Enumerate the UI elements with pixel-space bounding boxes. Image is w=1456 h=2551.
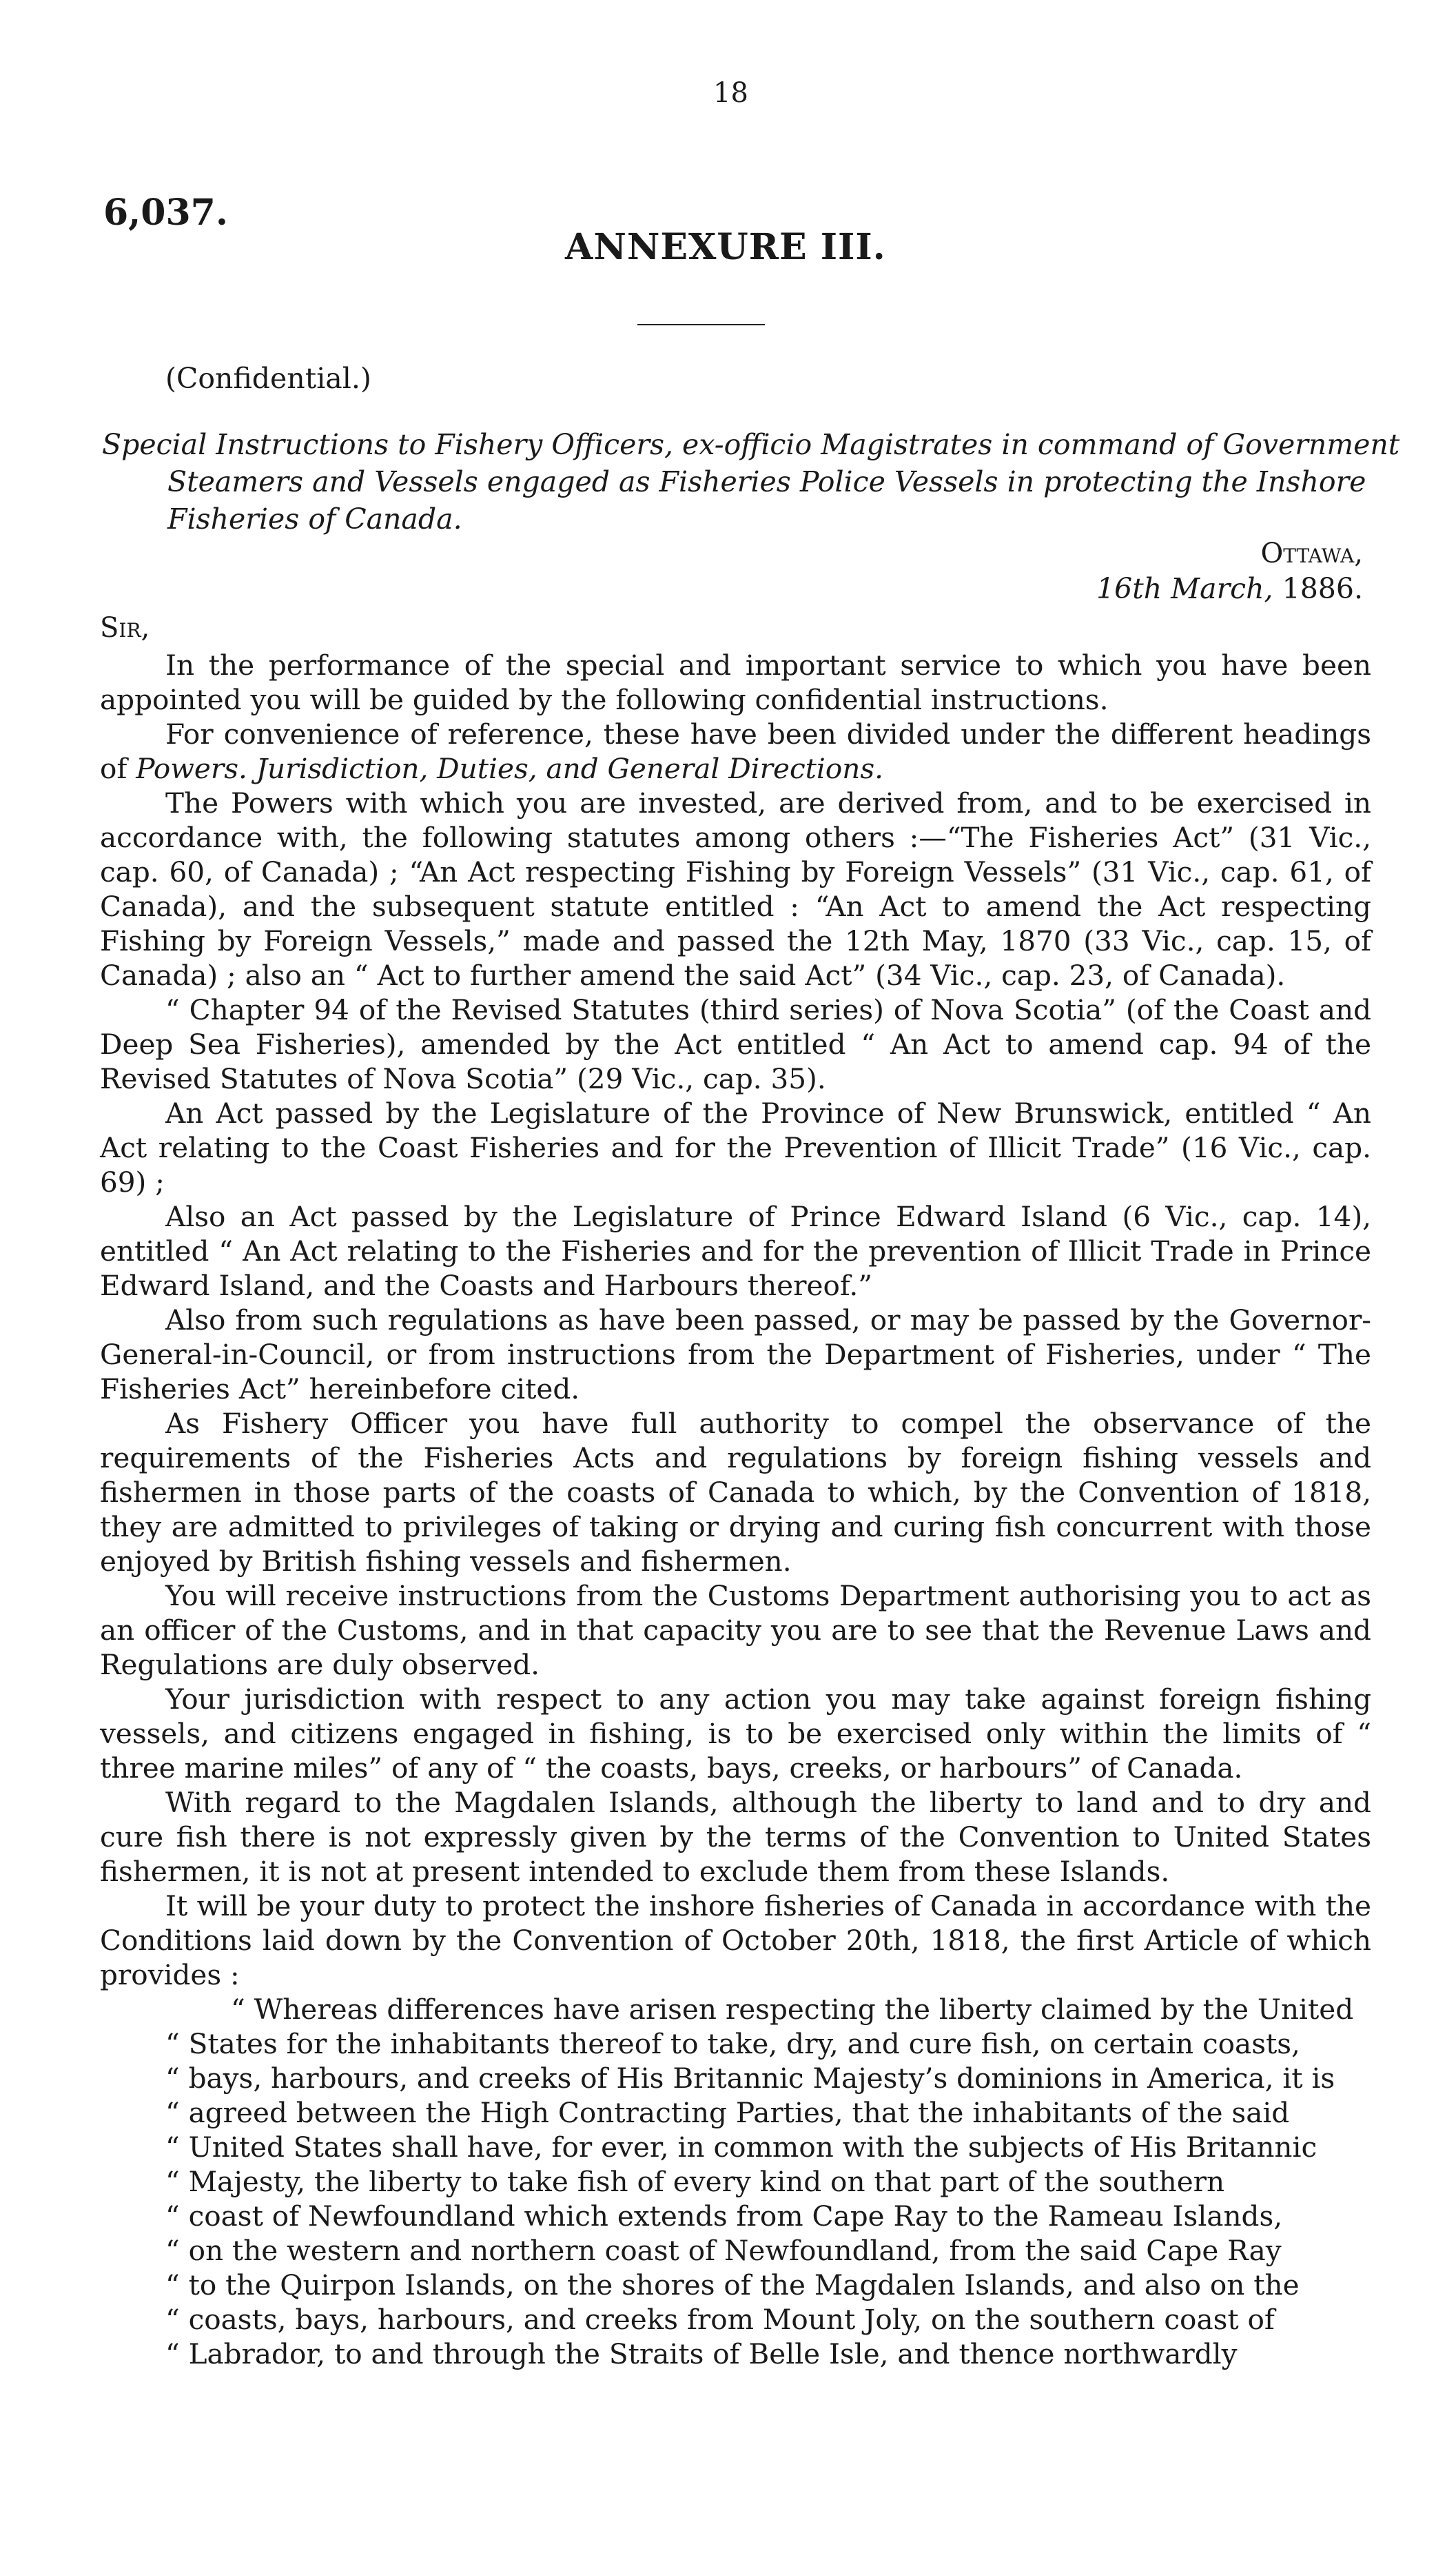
quote-line: “ Whereas differences have arisen respecting the liberty claimed by the United <box>231 1993 1354 2026</box>
confidential-label: (Confidential.) <box>165 362 371 395</box>
salutation: Sir, <box>100 612 150 644</box>
letter-date <box>1096 572 1363 605</box>
paragraph-text: For convenience of reference, these have been divided under the different headings of <box>100 718 1371 785</box>
quote-line: “ bays, harbours, and creeks of His Britannic Majesty’s dominions in America, it is <box>165 2062 1335 2095</box>
paragraph: Your jurisdiction with respect to any action you may take against foreign fishing vessels, and citizens engaged in fishing, is to be exercised only within the limits of “ three marine miles” of any of “ the coasts, bays, creeks, or harbours” of Canada. <box>100 1683 1371 1785</box>
paragraph: The Powers with which you are invested, are derived from, and to be exercised in accordance with, the following statutes among others :—“The Fisheries Act” (31 Vic., cap. 60, of Canada) ; “An Act respecting Fishing by Foreign Vessels” (31 Vic., cap. 61, of Canada), and the subsequent statute entitled : “An Act to amend the Act respecting Fishing by Foreign Vessels,” made and passed the 12th May, 1870 (33 Vic., cap. 15, of Canada) ; also an “ Act to further amend the said Act” (34 Vic., cap. 23, of Canada). <box>100 786 1371 992</box>
document-number: 6,037. <box>103 192 228 234</box>
quote-line: “ coast of Newfoundland which extends from Cape Ray to the Rameau Islands, <box>165 2199 1283 2233</box>
letter-place: Ottawa, <box>1260 538 1363 569</box>
quote-line: “ United States shall have, for ever, in common with the subjects of His Britannic <box>165 2131 1317 2164</box>
quote-line: “ coasts, bays, harbours, and creeks from Mount Joly, on the southern coast of <box>165 2303 1275 2336</box>
subject-line-1: Special Instructions to Fishery Officers, ex-officio Magistrates in command of Government <box>102 428 1400 461</box>
subject-line-3: Fisheries of Canada. <box>167 502 462 536</box>
title-divider <box>637 324 765 325</box>
paragraph: In the performance of the special and important service to which you have been appointed you will be guided by the following confidential instructions. <box>100 649 1371 716</box>
quote-line: “ on the western and northern coast of Newfoundland, from the said Cape Ray <box>165 2234 1282 2267</box>
paragraph: As Fishery Officer you have full authority to compel the observance of the requirements of the Fisheries Acts and regulations by foreign fishing vessels and fishermen in those parts of the coasts of Canada to which, by the Convention of 1818, they are admitted to privileges of taking or drying and curing fish concurrent with those enjoyed by British fishing vessels and fishermen. <box>100 1407 1371 1578</box>
letter-date-day: 16th March, <box>1096 572 1273 605</box>
paragraph <box>100 717 1371 786</box>
paragraph: With regard to the Magdalen Islands, although the liberty to land and to dry and cure fish there is not expressly given by the terms of the Convention to United States fishermen, it is not at present intended to exclude them from these Islands. <box>100 1786 1371 1888</box>
paragraph: Also from such regulations as have been passed, or may be passed by the Governor-General-in-Council, or from instructions from the Department of Fisheries, under “ The Fisheries Act” hereinbefore cited. <box>100 1303 1371 1405</box>
paragraph: You will receive instructions from the Customs Department authorising you to act as an officer of the Customs, and in that capacity you are to see that the Revenue Laws and Regulations are duly observed. <box>100 1579 1371 1681</box>
quote-line: “ Labrador, to and through the Straits of Belle Isle, and thence northwardly <box>165 2337 1238 2370</box>
subject-heading <box>102 426 1400 538</box>
quote-line: “ Majesty, the liberty to take fish of every kind on that part of the southern <box>165 2165 1225 2198</box>
convention-quote <box>100 1992 1371 2371</box>
paragraph: It will be your duty to protect the inshore fisheries of Canada in accordance with the Conditions laid down by the Convention of October 20th, 1818, the first Article of which provides : <box>100 1889 1371 1991</box>
paragraph-italic-text: Powers. Jurisdiction, Duties, and General Directions. <box>136 752 883 785</box>
quote-line: “ agreed between the High Contracting Parties, that the inhabitants of the said <box>165 2096 1290 2129</box>
quote-line: “ States for the inhabitants thereof to take, dry, and cure fish, on certain coasts, <box>165 2027 1300 2060</box>
letter-body <box>100 648 1371 2371</box>
letter-date-year: 1886. <box>1282 572 1363 605</box>
page-number: 18 <box>713 77 748 109</box>
paragraph: Also an Act passed by the Legislature of Prince Edward Island (6 Vic., cap. 14), entitled “ An Act relating to the Fisheries and for the prevention of Illicit Trade in Prince Edward Island, and the Coasts and Harbours thereof.” <box>100 1200 1371 1302</box>
paragraph: An Act passed by the Legislature of the Province of New Brunswick, entitled “ An Act relating to the Coast Fisheries and for the Prevention of Illicit Trade” (16 Vic., cap. 69) ; <box>100 1097 1371 1199</box>
quote-line: “ to the Quirpon Islands, on the shores of the Magdalen Islands, and also on the <box>165 2268 1300 2301</box>
annexure-title: ANNEXURE III. <box>565 226 886 268</box>
subject-line-2: Steamers and Vessels engaged as Fisheries Police Vessels in protecting the Inshore <box>167 465 1366 498</box>
paragraph: “ Chapter 94 of the Revised Statutes (third series) of Nova Scotia” (of the Coast and Deep Sea Fisheries), amended by the Act entitled “ An Act to amend cap. 94 of the Revised Statutes of Nova Scotia” (29 Vic., cap. 35). <box>100 993 1371 1095</box>
